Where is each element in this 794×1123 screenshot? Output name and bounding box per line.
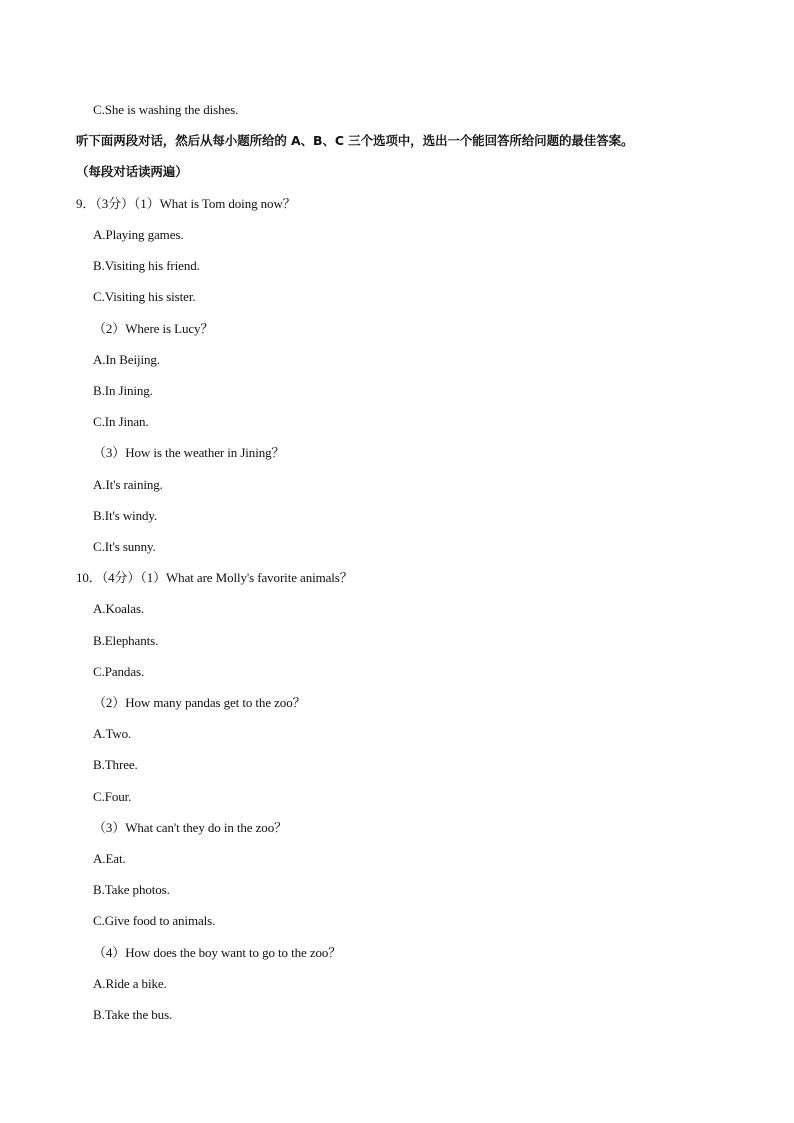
q10-s2-option-c: C.Four. [93,789,132,804]
q10-s2-option-b: B.Three. [93,757,138,772]
q10-s1-option-c: C.Pandas. [93,664,145,679]
q10-sub-question-4: （4）How does the boy want to go to the zoo？ [93,945,342,960]
q10-s3-option-a: A.Eat. [93,851,126,866]
q9-s1-option-a: A.Playing games. [93,227,184,242]
q9-sub-question-3: （3）How is the weather in Jining？ [93,445,285,460]
q9-s2-option-c: C.In Jinan. [93,414,149,429]
q9-s1-option-c: C.Visiting his sister. [93,289,196,304]
q9-s3-option-c: C.It's sunny. [93,539,156,554]
q9-s3-option-a: A.It's raining. [93,477,163,492]
q10-sub-question-3: （3）What can't they do in the zoo？ [93,820,287,835]
q10-s3-option-c: C.Give food to animals. [93,913,216,928]
q10-s4-option-b: B.Take the bus. [93,1007,173,1022]
q10-s1-option-b: B.Elephants. [93,633,159,648]
option-previous-c: C.She is washing the dishes. [93,102,239,117]
section-instructions-note: （每段对话读两遍） [76,164,188,179]
section-instructions: 听下面两段对话，然后从每小题所给的 A、B、C 三个选项中，选出一个能回答所给问题的最佳答案。 [76,133,634,148]
q9-s2-option-b: B.In Jining. [93,383,153,398]
q10-s3-option-b: B.Take photos. [93,882,170,897]
question-9-header: 9．（3分）（1）What is Tom doing now？ [76,196,296,211]
q9-s2-option-a: A.In Beijing. [93,352,160,367]
q10-s1-option-a: A.Koalas. [93,601,145,616]
q9-s3-option-b: B.It's windy. [93,508,158,523]
question-10-header: 10．（4分）（1）What are Molly's favorite animals？ [76,570,353,585]
q10-s4-option-a: A.Ride a bike. [93,976,167,991]
q9-s1-option-b: B.Visiting his friend. [93,258,200,273]
q10-s2-option-a: A.Two. [93,726,132,741]
q9-sub-question-2: （2）Where is Lucy？ [93,321,214,336]
q10-sub-question-2: （2）How many pandas get to the zoo？ [93,695,306,710]
